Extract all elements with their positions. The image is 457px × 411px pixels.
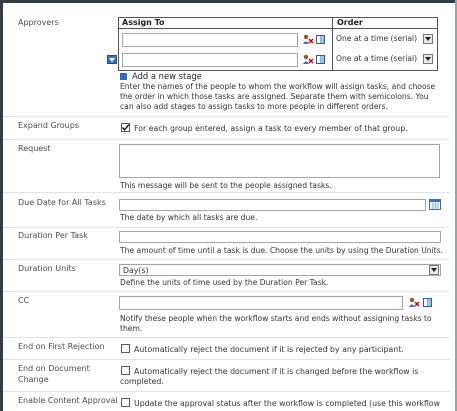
cc-label: CC (18, 296, 30, 305)
duration-input[interactable] (119, 231, 441, 243)
expand-groups-label: Expand Groups (18, 121, 79, 130)
approvers-label: Approvers (18, 18, 59, 27)
separator (3, 139, 450, 140)
approvers-desc-2: the order in which those tasks are assigned. Separate them with semicolons. You (120, 92, 429, 101)
separator (3, 259, 450, 260)
table-divider (332, 18, 333, 70)
assign-to-input-2[interactable] (122, 53, 298, 67)
request-textarea[interactable] (119, 144, 440, 178)
separator (3, 391, 450, 392)
approvers-table-header (119, 18, 437, 29)
duration-units-label: Duration Units (18, 264, 76, 273)
order-select-1[interactable]: One at a time (serial) (336, 34, 418, 43)
approvers-desc-3: can also add stages to assign tasks to more people in different orders. (120, 102, 389, 111)
duration-desc: The amount of time until a task is due. Choose the units by using the Duration Units. (120, 246, 444, 255)
separator (3, 337, 450, 338)
content-approval-label: Enable Content Approval (18, 396, 118, 405)
approvers-desc-1: Enter the names of the people to whom the workflow will assign tasks, and choose (120, 82, 436, 91)
check-names-icon[interactable] (302, 34, 314, 47)
window-frame-left (0, 0, 3, 411)
separator (3, 192, 450, 193)
add-stage-link[interactable]: Add a new stage (132, 71, 202, 81)
content-approval-text: Update the approval status after the workflow is completed (use this workflow (134, 399, 441, 408)
request-desc: This message will be sent to the people assigned tasks. (120, 181, 332, 190)
end-first-rejection-text: Automatically reject the document if it is rejected by any participant. (134, 345, 404, 354)
separator (3, 291, 450, 292)
end-doc-change-label-1: End on Document (18, 364, 90, 373)
assign-to-header: Assign To (122, 18, 165, 27)
order-dropdown-arrow-2[interactable] (423, 54, 433, 64)
approvers-table (118, 17, 438, 71)
address-book-icon[interactable] (315, 54, 326, 67)
check-names-icon[interactable] (302, 54, 314, 67)
window-frame-top (0, 0, 457, 3)
duration-units-dropdown-arrow[interactable] (429, 265, 439, 275)
duration-units-select[interactable] (119, 264, 441, 276)
end-doc-change-text-1: Automatically reject the document if it is changed before the workflow is (134, 367, 419, 376)
end-first-rejection-label: End on First Rejection (18, 342, 105, 351)
calendar-icon[interactable] (429, 199, 441, 212)
order-header: Order (337, 18, 363, 27)
separator (3, 116, 450, 117)
expand-groups-text: For each group entered, assign a task to every member of that group. (134, 124, 408, 133)
cc-input[interactable] (119, 296, 403, 310)
duration-units-value: Day(s) (123, 266, 149, 275)
assign-to-input-1[interactable] (122, 33, 298, 47)
duration-label: Duration Per Task (18, 231, 88, 240)
due-date-desc: The date by which all tasks are due. (120, 213, 258, 222)
request-label: Request (18, 144, 51, 153)
cc-desc-1: Notify these people when the workflow starts and ends without assigning tasks to (120, 314, 432, 323)
order-select-2[interactable]: One at a time (serial) (336, 54, 418, 63)
due-date-input[interactable] (119, 199, 426, 211)
check-names-icon[interactable] (408, 297, 420, 310)
duration-units-desc: Define the units of time used by the Duration Per Task. (120, 278, 329, 287)
separator (3, 359, 450, 360)
address-book-icon[interactable] (422, 297, 433, 310)
cc-desc-2: them. (120, 324, 143, 333)
end-doc-change-checkbox[interactable] (121, 366, 130, 375)
row-menu-arrow-icon[interactable] (107, 55, 117, 64)
content-approval-checkbox[interactable] (121, 398, 130, 407)
expand-groups-checkbox[interactable] (121, 123, 130, 132)
address-book-icon[interactable] (315, 34, 326, 47)
add-stage-icon[interactable] (120, 73, 127, 80)
end-doc-change-text-2: completed. (120, 377, 164, 386)
order-dropdown-arrow-1[interactable] (423, 34, 433, 44)
due-date-label: Due Date for All Tasks (18, 198, 106, 207)
separator (3, 227, 450, 228)
end-first-rejection-checkbox[interactable] (121, 344, 130, 353)
end-doc-change-label-2: Change (18, 375, 49, 384)
